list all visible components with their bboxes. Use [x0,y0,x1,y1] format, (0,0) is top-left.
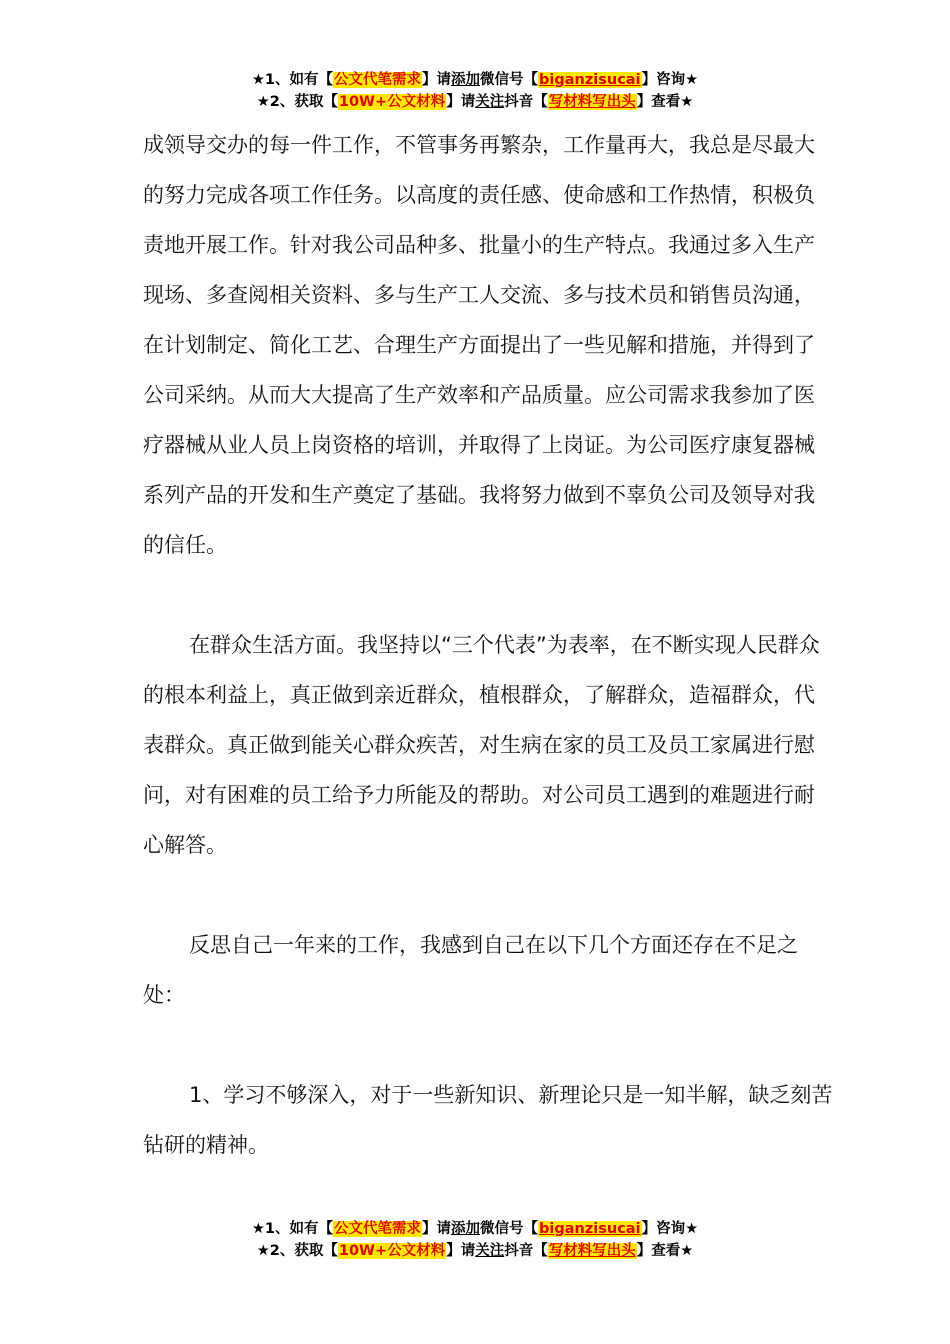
wechat-id-link[interactable]: biganzisucai [539,72,641,88]
banner-line-2 [0,91,950,113]
banner-line-1 [0,69,950,91]
banner-text: 】查看★ [636,1243,694,1259]
follow-link[interactable]: 关注 [475,94,505,110]
wechat-id-link[interactable]: biganzisucai [539,1221,641,1237]
banner-text: ★2、获取【 [256,1243,338,1259]
highlight-materials: 10W+公文材料 [338,1243,446,1259]
banner-text: 】咨询★ [641,1221,699,1237]
document-body [143,120,833,1220]
paragraph-reflection: 反思自己一年来的工作，我感到自己在以下几个方面还存在不足之处： [143,933,798,1007]
banner-text: 】请 [422,72,452,88]
header-banner [0,69,950,113]
add-link[interactable]: 添加 [451,1221,481,1237]
add-link[interactable]: 添加 [451,72,481,88]
banner-text: 抖音【 [504,1243,548,1259]
banner-text: 抖音【 [504,94,548,110]
banner-text: ★1、如有【 [251,72,334,88]
banner-text: 】请 [446,94,476,110]
banner-text: 】请 [422,1221,452,1237]
douyin-account-link[interactable]: 写材料写出头 [548,1243,636,1259]
douyin-account-link[interactable]: 写材料写出头 [548,94,636,110]
banner-line-2 [0,1240,950,1262]
banner-text: 】请 [446,1243,476,1259]
banner-text: 微信号【 [480,1221,539,1237]
banner-text: 微信号【 [480,72,539,88]
footer-banner [0,1218,950,1262]
banner-text: ★1、如有【 [251,1221,334,1237]
paragraph-shortcoming-1: 1、学习不够深入，对于一些新知识、新理论只是一知半解，缺乏刻苦钻研的精神。 [143,1083,833,1157]
banner-text: 】咨询★ [641,72,699,88]
paragraph-mass-life: 在群众生活方面。我坚持以“三个代表”为表率，在不断实现人民群众的根本利益上，真正做到亲近群众，植根群众，了解群众，造福群众，代表群众。真正做到能关心群众疾苦，对生病在家的员工及员工家属进行慰问，对有困难的员工给予力所能及的帮助。对公司员工遇到的难题进行耐心解答。 [143,633,820,857]
highlight-service: 公文代笔需求 [334,1221,422,1237]
banner-line-1 [0,1218,950,1240]
paragraph-work-duties: 成领导交办的每一件工作，不管事务再繁杂，工作量再大，我总是尽最大的努力完成各项工作任务。以高度的责任感、使命感和工作热情，积极负责地开展工作。针对我公司品种多、批量小的生产特点。我通过多入生产现场、多查阅相关资料、多与生产工人交流、多与技术员和销售员沟通，在计划制定、简化工艺、合理生产方面提出了一些见解和措施，并得到了公司采纳。从而大大提高了生产效率和产品质量。应公司需求我参加了医疗器械从业人员上岗资格的培训，并取得了上岗证。为公司医疗康复器械系列产品的开发和生产奠定了基础。我将努力做到不辜负公司及领导对我的信任。 [143,133,815,557]
follow-link[interactable]: 关注 [475,1243,505,1259]
highlight-service: 公文代笔需求 [334,72,422,88]
banner-text: ★2、获取【 [256,94,338,110]
highlight-materials: 10W+公文材料 [338,94,446,110]
banner-text: 】查看★ [636,94,694,110]
